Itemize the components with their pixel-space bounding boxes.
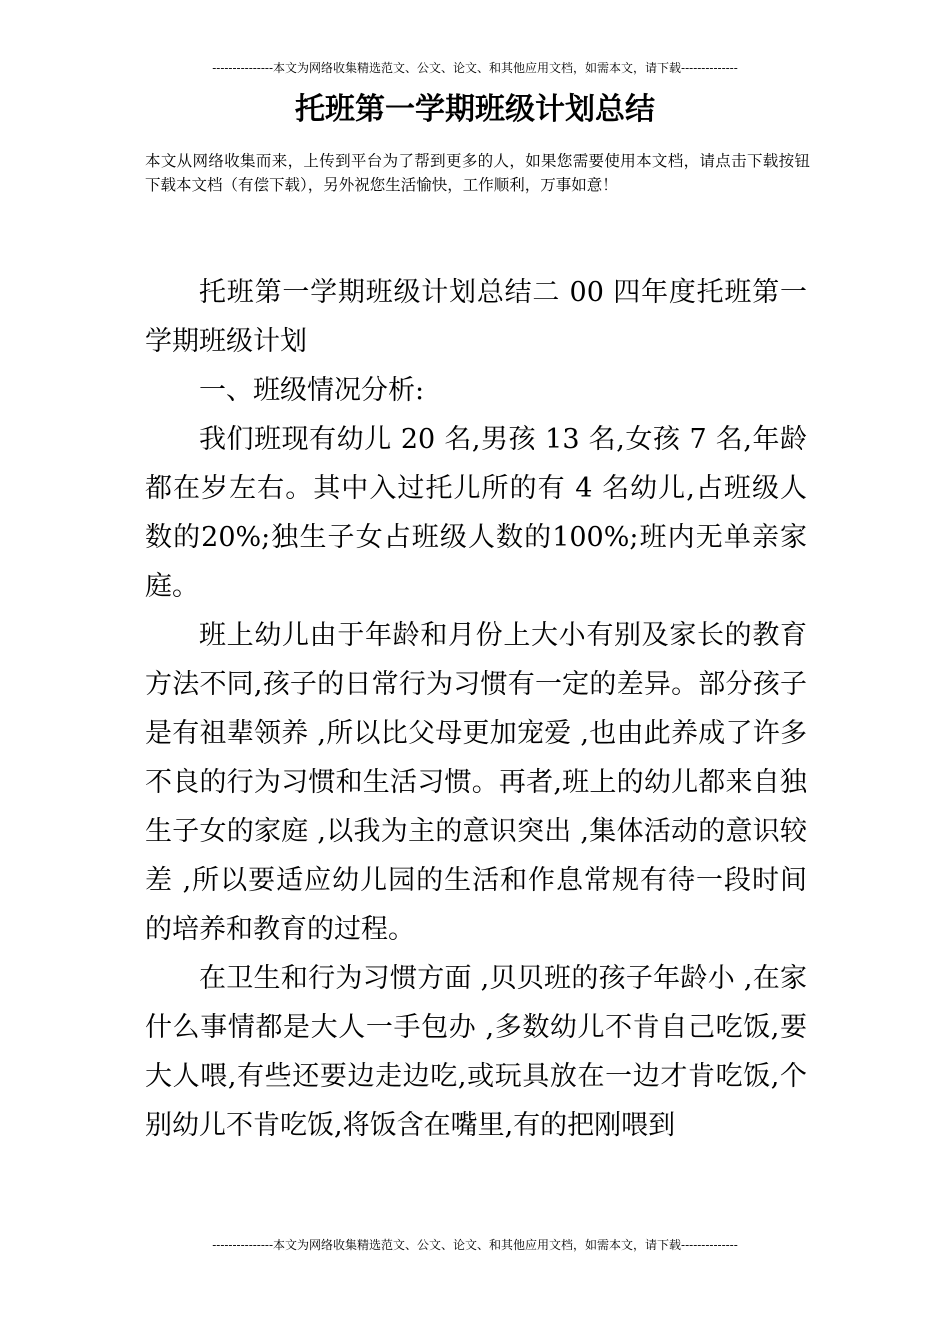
footer-banner: ---------------本文为网络收集精选范文、公文、论文、和其他应用文档，如需本文，请下载-------------- [212,1238,738,1252]
header-banner: ---------------本文为网络收集精选范文、公文、论文、和其他应用文档，如需本文，请下载-------------- [212,61,738,75]
document-body [145,268,807,1150]
document-title: 托班第一学期班级计划总结 [295,92,655,127]
paragraph-hygiene-habits: 在卫生和行为习惯方面 ,贝贝班的孩子年龄小 ,在家什么事情都是大人一手包办 ,多数幼儿不肯自己吃饭,要大人喂,有些还要边走边吃,或玩具放在一边才肯吃饭,个别幼儿不肯吃饭,将饭含在嘴里,有的把刚喂到 [145,963,807,1141]
paragraph-class-stats: 我们班现有幼儿 20 名,男孩 13 名,女孩 7 名,年龄都在岁左右。其中入过托儿所的有 4 名幼儿,占班级人数的20%;独生子女占班级人数的100%;班内无单亲家庭。 [145,424,807,602]
paragraph-class-differences: 班上幼儿由于年龄和月份上大小有别及家长的教育方法不同,孩子的日常行为习惯有一定的差异。部分孩子是有祖辈领养 ,所以比父母更加宠爱 ,也由此养成了许多不良的行为习惯和生活习惯。再者,班上的幼儿都来自独生子女的家庭 ,以我为主的意识突出 ,集体活动的意识较差 ,所以要适应幼儿园的生活和作息常规有待一段时间的培养和教育的过程。 [145,620,807,945]
paragraph-section-heading: 一、班级情况分析: [199,375,425,406]
paragraph-heading-line: 托班第一学期班级计划总结二 00 四年度托班第一学期班级计划 [145,277,807,357]
intro-note: 本文从网络收集而来，上传到平台为了帮到更多的人，如果您需要使用本文档，请点击下载按钮下载本文档（有偿下载），另外祝您生活愉快，工作顺利，万事如意！ [145,152,810,194]
